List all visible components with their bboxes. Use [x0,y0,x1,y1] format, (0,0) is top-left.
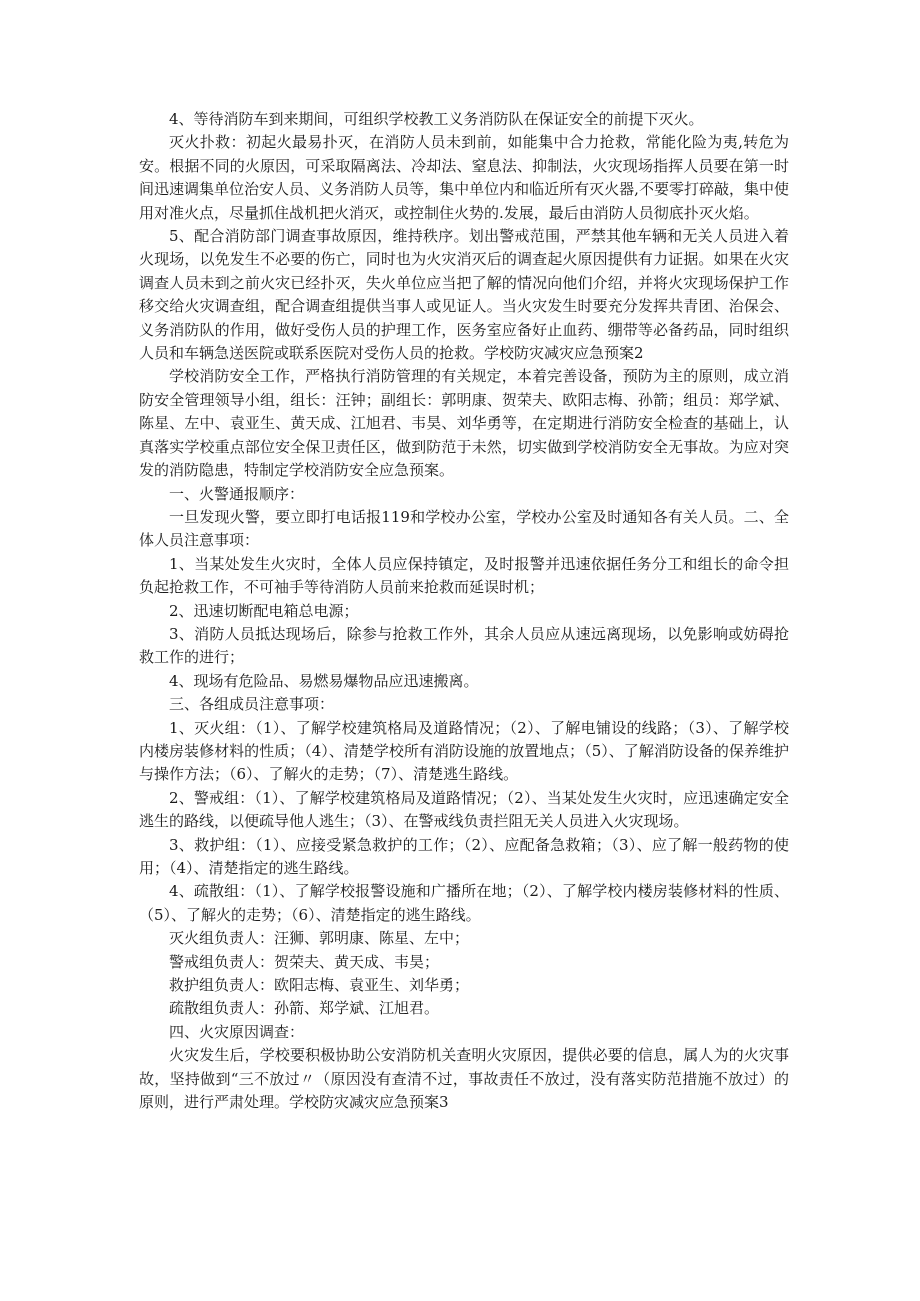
section-heading-team-duties: 三、各组成员注意事项： [169,695,335,714]
leader-guard-team: 警戒组负责人：贺荣夫、黄天成、韦昊； [169,952,440,971]
list-item-leave-scene: 3、消防人员抵达现场后，除参与抢救工作外，其余人员应从速远离现场，以免影响或妨碍抢救工作的进行； [139,624,789,667]
document-page [139,108,789,1114]
section-heading-fire-alarm: 一、火警通报顺序： [169,484,305,503]
list-item-firefighting-team: 1、灭火组：（1）、了解学校建筑格局及道路情况；（2）、了解电铺设的线路；（3）、了解学校内楼房装修材料的性质；（4）、清楚学校所有消防设施的放置地点；（5）、了解消防设备的保养维护与操作方法；（6）、了解火的走势；（7）、清楚逃生路线。 [139,718,789,784]
list-item-stay-calm: 1、当某处发生火灾时，全体人员应保持镇定，及时报警并迅速依据任务分工和组长的命令担负起抢救工作，不可袖手等待消防人员前来抢救而延误时机； [139,554,789,597]
leader-evacuation-team: 疏散组负责人：孙箭、郑学斌、江旭君。 [169,999,440,1018]
paragraph-cooperate-investigation: 5、配合消防部门调查事故原因，维持秩序。划出警戒范围，严禁其他车辆和无关人员进入着火现场，以免发生不必要的伤亡，同时也为火灾消灭后的调查起火原因提供有力证据。如果在火灾调查人员未到之前火灾已经扑灭，失火单位应当把了解的情况向他们介绍，并将火灾现场保护工作移交给火灾调查组，配合调查组提供当事人或见证人。当火灾发生时要充分发挥共青团、治保会、义务消防队的作用，做好受伤人员的护理工作，医务室应备好止血药、绷带等必备药品，同时组织人员和车辆急送医院或联系医院对受伤人员的抢救。学校防灾减灾应急预案2 [139,227,789,363]
paragraph-fire-fighting: 灭火扑救：初起火最易扑灭，在消防人员未到前，如能集中合力抢救，常能化险为夷,转危为安。根据不同的火原因，可采取隔离法、冷却法、窒息法、抑制法，火灾现场指挥人员要在第一时间迅速调集单位治安人员、义务消防人员等，集中单位内和临近所有灭火器,不要零打碎敲，集中使用对准火点，尽量抓住战机把火消灭，或控制住火势的.发展，最后由消防人员彻底扑灭火焰。 [139,133,789,222]
leader-firefighting-team: 灭火组负责人：汪狮、郭明康、陈星、左中； [169,929,470,948]
list-item-rescue-team: 3、救护组：（1）、应接受紧急救护的工作；（2）、应配备急救箱；（3）、应了解一般药物的使用；（4）、清楚指定的逃生路线。 [139,835,789,877]
paragraph-safety-organization: 学校消防安全工作，严格执行消防管理的有关规定，本着完善设备，预防为主的原则，成立消防安全管理领导小组，组长：汪钟；副组长：郭明康、贺荣夫、欧阳志梅、孙箭；组员：郑学斌、陈星、左中、袁亚生、黄天成、江旭君、韦昊、刘华勇等，在定期进行消防安全检查的基础上，认真落实学校重点部位安全保卫责任区，做到防范于未然，切实做到学校消防安全无事故。为应对突发的消防隐患，特制定学校消防安全应急预案。 [139,367,789,480]
leader-rescue-team: 救护组负责人：欧阳志梅、袁亚生、刘华勇； [169,976,470,995]
list-item-remove-hazards: 4、现场有危险品、易燃易爆物品应迅速搬离。 [169,671,479,690]
section-heading-fire-investigation: 四、火灾原因调查： [169,1022,305,1041]
paragraph-report-fire: 一旦发现火警，要立即打电话报119和学校办公室，学校办公室及时通知各有关人员。二、全体人员注意事项： [139,507,789,550]
list-item-evacuation-team: 4、疏散组：（1）、了解学校报警设施和广播所在地；（2）、了解学校内楼房装修材料的性质、（5）、了解火的走势；（6）、清楚指定的逃生路线。 [139,882,789,924]
paragraph-waiting-fire-truck: 4、等待消防车到来期间，可组织学校教工义务消防队在保证安全的前提下灭火。 [169,110,704,128]
list-item-cut-power: 2、迅速切断配电箱总电源； [169,601,359,620]
list-item-guard-team: 2、警戒组：（1）、了解学校建筑格局及道路情况；（2）、当某处发生火灾时，应迅速确定安全逃生的路线，以便疏导他人逃生；（3）、在警戒线负责拦阻无关人员进入火灾现场。 [139,788,789,831]
paragraph-investigation-principle: 火灾发生后，学校要积极协助公安消防机关查明火灾原因，提供必要的信息，属人为的火灾事故，坚持做到“三不放过〃（原因没有查清不过，事故责任不放过，没有落实防范措施不放过）的原则，进行严肃处理。学校防灾减灾应急预案3 [139,1046,789,1112]
